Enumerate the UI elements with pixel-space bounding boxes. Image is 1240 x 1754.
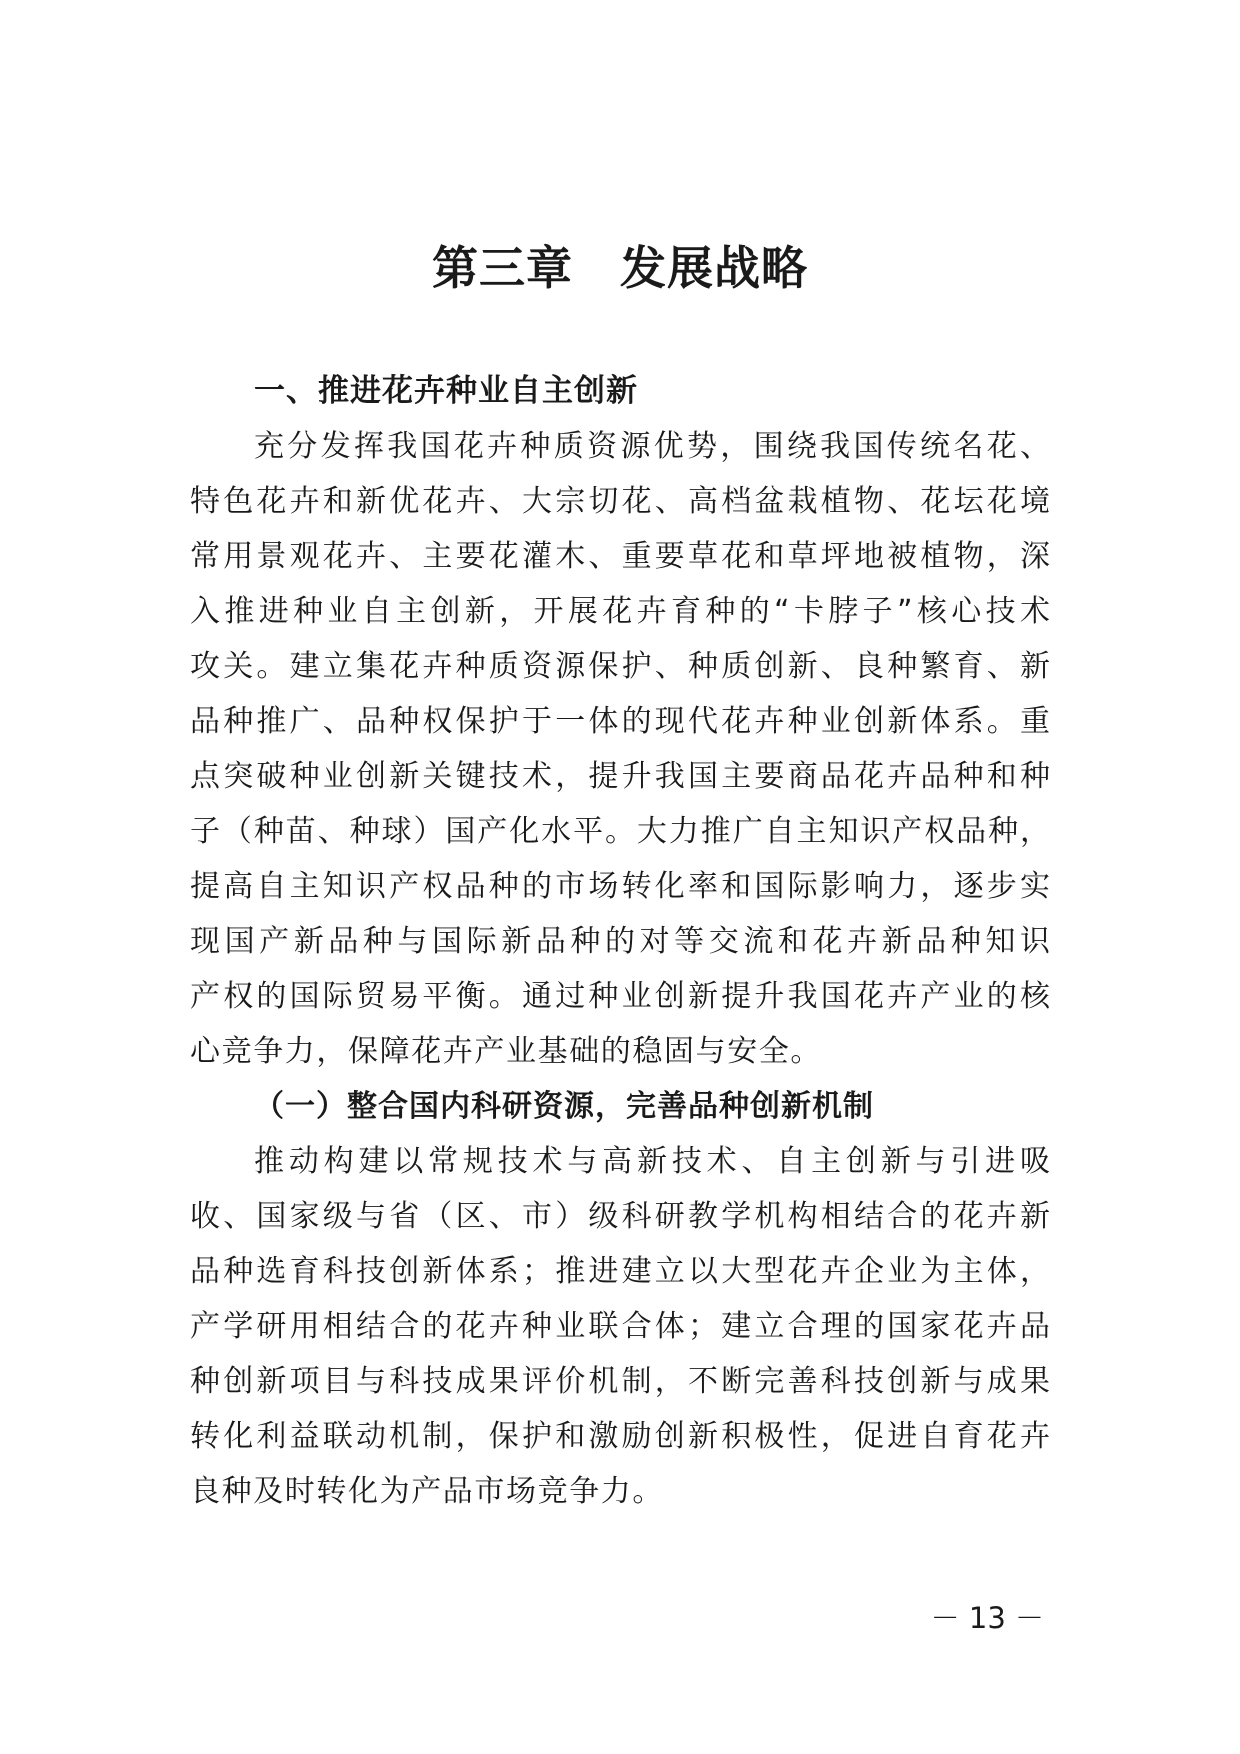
section-paragraph: [190, 419, 1050, 1079]
subsection-paragraph: [190, 1134, 1050, 1519]
paragraph-line: 入推进种业自主创新，开展花卉育种的“卡脖子”核心技术: [190, 594, 1050, 629]
paragraph-line: 提高自主知识产权品种的市场转化率和国际影响力，逐步实: [190, 869, 1050, 904]
section-heading: 一、推进花卉种业自主创新: [254, 373, 638, 409]
paragraph-line: 子（种苗、种球）国产化水平。大力推广自主知识产权品种，: [190, 814, 1050, 849]
paragraph-line: 充分发挥我国花卉种质资源优势，围绕我国传统名花、: [254, 429, 1050, 464]
paragraph-line: 转化利益联动机制，保护和激励创新积极性，促进自育花卉: [190, 1419, 1050, 1454]
paragraph-line: 现国产新品种与国际新品种的对等交流和花卉新品种知识: [190, 924, 1050, 959]
paragraph-line: 品种选育科技创新体系；推进建立以大型花卉企业为主体，: [190, 1254, 1050, 1289]
paragraph-line: 常用景观花卉、主要花灌木、重要草花和草坪地被植物，深: [190, 539, 1050, 574]
paragraph-line: 良种及时转化为产品市场竞争力。: [190, 1474, 664, 1509]
paragraph-line: 点突破种业创新关键技术，提升我国主要商品花卉品种和种: [190, 759, 1050, 794]
paragraph-line: 特色花卉和新优花卉、大宗切花、高档盆栽植物、花坛花境: [190, 484, 1050, 519]
paragraph-line: 收、国家级与省（区、市）级科研教学机构相结合的花卉新: [190, 1199, 1050, 1234]
paragraph-line: 种创新项目与科技成果评价机制，不断完善科技创新与成果: [190, 1364, 1050, 1399]
page-body: [190, 364, 1050, 1519]
chapter-title: 第三章 发展战略: [432, 241, 808, 295]
paragraph-line: 产学研用相结合的花卉种业联合体；建立合理的国家花卉品: [190, 1309, 1050, 1344]
paragraph-line: 产权的国际贸易平衡。通过种业创新提升我国花卉产业的核: [190, 979, 1050, 1014]
subsection-heading: （一）整合国内科研资源，完善品种创新机制: [254, 1089, 874, 1124]
page-number: － 13 －: [930, 1601, 1044, 1635]
paragraph-line: 品种推广、品种权保护于一体的现代花卉种业创新体系。重: [190, 704, 1050, 739]
paragraph-line: 攻关。建立集花卉种质资源保护、种质创新、良种繁育、新: [190, 649, 1050, 684]
paragraph-line: 心竞争力，保障花卉产业基础的稳固与安全。: [190, 1034, 822, 1069]
paragraph-line: 推动构建以常规技术与高新技术、自主创新与引进吸: [254, 1144, 1050, 1179]
